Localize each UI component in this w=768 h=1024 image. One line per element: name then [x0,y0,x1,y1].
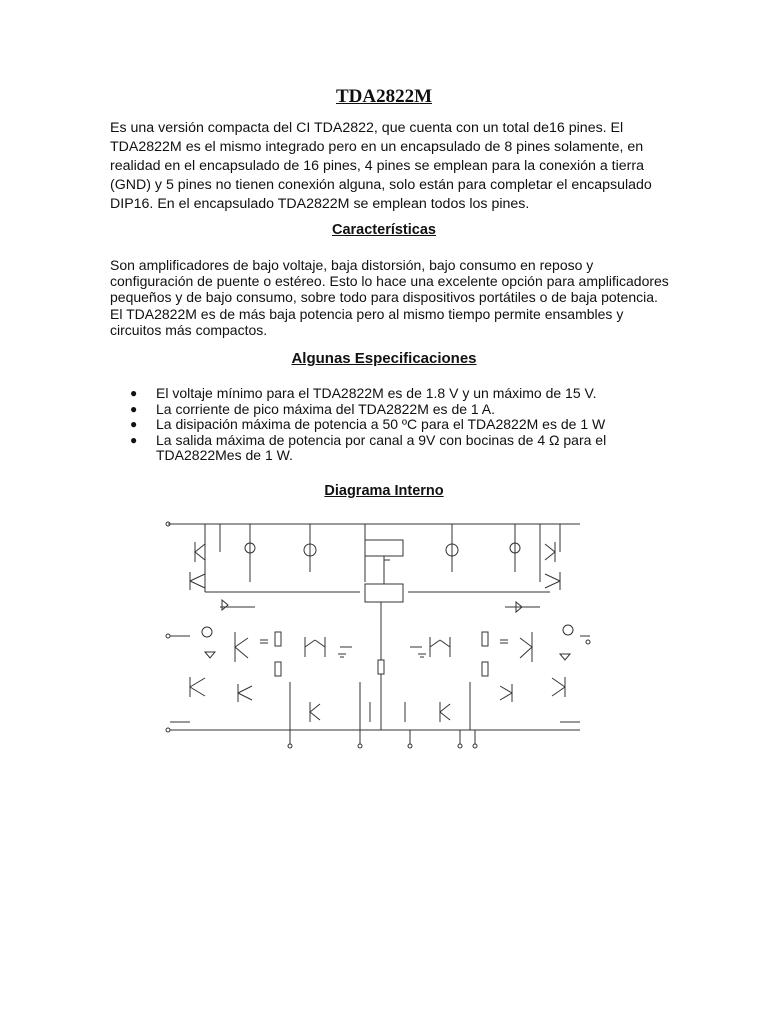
bullet-icon: ● [130,386,138,400]
section-heading-characteristics: Características [332,222,436,238]
list-item [110,402,670,418]
list-item [110,386,670,402]
list-item [110,417,670,433]
list-item-text: La salida máxima de potencia por canal a 9V con bocinas de 4 Ω para el TDA2822Mes de 1 W. [156,431,607,463]
characteristics-paragraph: Son amplificadores de bajo voltaje, baja distorsión, bajo consumo en reposo y configuración de puente o estéreo. Esto lo hace una excelente opción para amplificadores pequeños y de bajo consumo, sobre todo para dispositivos portátiles o de baja potencia. El TDA2822M es de más baja potencia pero al mismo tiempo permite ensambles y circuitos más compactos. [110,257,669,338]
document-title: TDA2822M [335,86,433,107]
list-item-text: El voltaje mínimo para el TDA2822M es de 1.8 V y un máximo de 15 V. [156,385,597,401]
bullet-icon: ● [130,432,138,447]
bullet-icon: ● [130,401,138,416]
section-heading-specifications: Algunas Especificaciones [291,350,477,367]
bullet-icon: ● [130,417,138,431]
section-heading-internal-diagram: Diagrama Interno [324,483,444,499]
specifications-list [110,386,670,464]
list-item-text: La corriente de pico máxima del TDA2822M es de 1 A. [156,400,496,417]
internal-circuit-diagram [160,512,592,764]
list-item [110,433,670,464]
circuit-schematic-image [160,512,592,764]
intro-paragraph: Es una versión compacta del CI TDA2822, que cuenta con un total de16 pines. El TDA2822M es el mismo integrado pero en un encapsulado de 8 pines solamente, en realidad en el encapsulado de 16 pines, 4 pines se emplean para la conexión a tierra (GND) y 5 pines no tienen conexión alguna, solo están para completar el encapsulado DIP16. En el encapsulado TDA2822M se emplean todos los pines. [110,120,652,212]
list-item-text: La disipación máxima de potencia a 50 ºC para el TDA2822M es de 1 W [156,416,606,432]
